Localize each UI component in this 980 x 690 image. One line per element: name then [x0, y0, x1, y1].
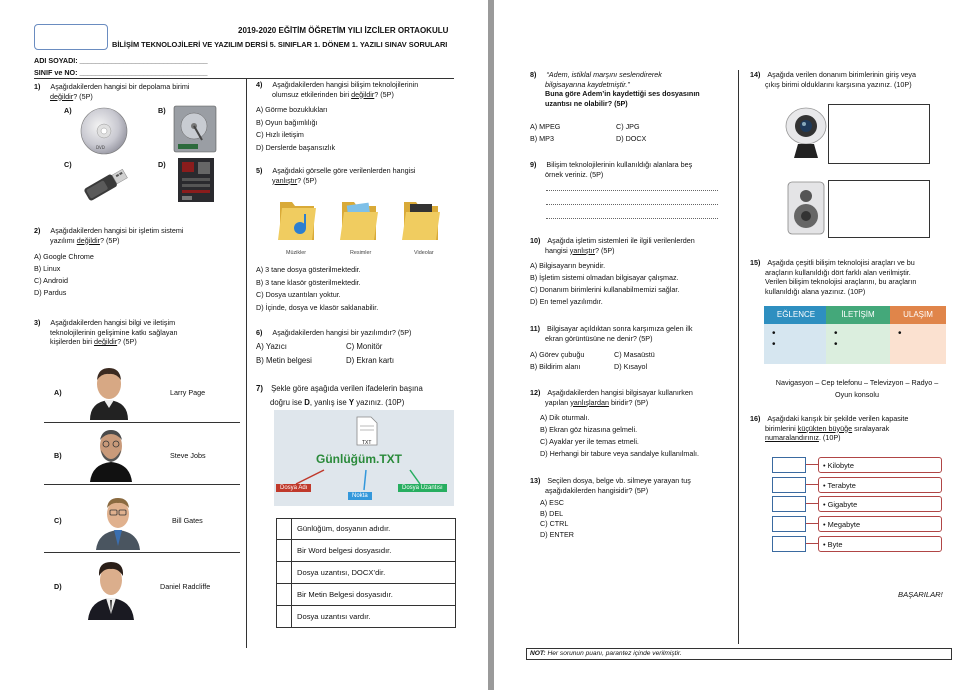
q5-option-c[interactable]: C) Dosya uzantıları yoktur.	[256, 290, 341, 299]
statement: Dosya uzantısı vardır.	[297, 612, 371, 621]
question-6: 6) Aşağıdakilerden hangisi bir yazılımdır? (5P)	[256, 328, 412, 337]
dvd-disc-image	[78, 106, 130, 156]
q11-option-d[interactable]: D) Kısayol	[614, 362, 648, 371]
question-3: 3) Aşağıdakilerden hangisi bilgi ve iletişim teknolojilerinin gelişimine katkı sağlayan kişilerden biri değildir? (5P)	[34, 318, 178, 346]
webcam-image	[782, 100, 830, 162]
exam-title: BİLİŞİM TEKNOLOJİLERİ VE YAZILIM DERSİ 5. SINIFLAR 1. DÖNEM 1. YAZILI SINAV SORULARI	[112, 40, 448, 49]
q12-option-a[interactable]: A) Dik oturmalı.	[540, 413, 590, 422]
statement: Günlüğüm, dosyanın adıdır.	[297, 524, 391, 533]
question-7: 7) Şekle göre aşağıda verilen ifadelerin başına doğru ise D, yanlış ise Y yazınız. (10P)	[256, 384, 423, 407]
question-4: 4) Aşağıdakilerden hangisi bilişim teknolojilerinin olumsuz etkilerinden biri değildir? (5P)	[256, 80, 419, 99]
unit-label: • Kilobyte	[818, 457, 942, 473]
tools-list-line2: Oyun konsolu	[835, 390, 879, 399]
q13-option-a[interactable]: A) ESC	[540, 498, 564, 507]
question-11: 11) Bilgisayar açıldıktan sonra karşımıza gelen ilk ekran görüntüsüne ne denir? (5P)	[530, 324, 693, 343]
q1-option-c[interactable]: C)	[64, 160, 72, 169]
q6-option-a[interactable]: A) Yazıcı	[256, 342, 287, 351]
person-name: Bill Gates	[172, 516, 203, 525]
label-dosya-adi: Dosya Adı	[276, 484, 311, 492]
label-nokta: Nokta	[348, 492, 372, 500]
q4-options	[256, 104, 335, 154]
column-divider	[246, 78, 247, 648]
q2-option-c[interactable]: C) Android	[34, 276, 68, 286]
person-letter[interactable]: C)	[54, 516, 62, 525]
q4-option-c[interactable]: C) Hızlı iletişim	[256, 130, 304, 139]
unit-label: • Megabyte	[818, 516, 942, 532]
pictures-folder-icon	[338, 194, 380, 244]
class-line[interactable]: SINIF ve NO: ________________________________	[34, 68, 208, 77]
unit-label: • Gigabyte	[818, 496, 942, 512]
unit-label: • Terabyte	[818, 477, 942, 493]
answer-cell[interactable]	[277, 540, 292, 561]
q10-option-c[interactable]: C) Donanım birimlerini kullanabilmemizi sağlar.	[530, 285, 680, 294]
answer-line[interactable]	[546, 204, 718, 205]
q13-option-b[interactable]: B) DEL	[540, 508, 564, 518]
question-16: 16) Aşağıdaki karışık bir şekilde verilen kapasite birimlerini küçükten büyüğe sıralayarak numaralandırınız. (10P)	[750, 414, 909, 442]
q12-option-b[interactable]: B) Ekran göz hizasına gelmeli.	[540, 425, 638, 434]
q10-options	[530, 260, 679, 308]
file-diagram	[274, 410, 454, 506]
answer-line[interactable]	[546, 190, 718, 191]
svg-text:DVD: DVD	[96, 145, 105, 150]
folder-label-videos: Videolar	[414, 250, 434, 256]
larry-page-photo	[80, 360, 138, 420]
order-box[interactable]	[772, 496, 806, 512]
answer-cell[interactable]	[277, 584, 292, 605]
q13-options	[540, 498, 574, 540]
q5-option-a[interactable]: A) 3 tane dosya gösterilmektedir.	[256, 265, 361, 274]
person-letter[interactable]: A)	[54, 388, 62, 397]
q1-option-b[interactable]: B)	[158, 106, 166, 115]
question-12: 12) Aşağıdakilerden hangisi bilgisayar kullanırken yapılan yanlışlardan biridir? (5P)	[530, 388, 693, 407]
person-name: Daniel Radcliffe	[160, 582, 211, 591]
school-title: 2019-2020 EĞİTİM ÖĞRETİM YILI İZCİLER ORTAOKULU	[238, 26, 449, 35]
table-row	[276, 518, 456, 540]
statement: Bir Word belgesi dosyasıdır.	[297, 546, 392, 555]
steve-jobs-photo	[84, 424, 138, 482]
q4-option-b[interactable]: B) Oyun bağımlılığı	[256, 117, 318, 127]
q6-option-c[interactable]: C) Monitör	[346, 342, 383, 351]
order-box[interactable]	[772, 477, 806, 493]
webcam-answer-box[interactable]	[828, 104, 930, 164]
q4-option-a[interactable]: A) Görme bozuklukları	[256, 105, 328, 114]
name-box	[34, 24, 108, 50]
folder-label-music: Müzikler	[286, 250, 307, 256]
q6-option-b[interactable]: B) Metin belgesi	[256, 356, 312, 365]
q2-option-a[interactable]: A) Google Chrome	[34, 252, 94, 261]
success-message: BAŞARILAR!	[898, 590, 943, 599]
category-eglence-header: EĞLENCE	[764, 306, 828, 324]
category-iletisim-body[interactable]: • •	[826, 324, 890, 364]
order-box[interactable]	[772, 516, 806, 532]
question-15: 15) Aşağıda çeşitli bilişim teknolojisi araçları ve bu araçların kullanıldığı dört farklı alan verilmiştir. Verilen bilişim teknolojisi araçlarını, bu araçların kullanıldığı alana yazınız. (10P)	[750, 258, 917, 296]
q8-option-b[interactable]: B) MP3	[530, 134, 554, 143]
question-9: 9) Bilişim teknolojilerinin kullanıldığı alanlara beş örnek veriniz. (5P)	[530, 160, 693, 179]
tools-list-line1: Navigasyon – Cep telefonu – Televizyon – Radyo –	[775, 378, 939, 387]
statement: Bir Metin Belgesi dosyasıdır.	[297, 590, 393, 599]
q10-option-b[interactable]: B) İşletim sistemi olmadan bilgisayar çalışmaz.	[530, 273, 679, 282]
order-box[interactable]	[772, 536, 806, 552]
table-row	[276, 562, 456, 584]
q11-option-c[interactable]: C) Masaüstü	[614, 350, 655, 359]
question-5: 5) Aşağıdaki görselle göre verilenlerden hangisi yanlıştır? (5P)	[256, 166, 416, 185]
category-ulasim-header: ULAŞIM	[890, 306, 946, 324]
question-13: 13) Seçilen dosya, belge vb. silmeye yarayan tuş aşağıdakilerden hangisidir? (5P)	[530, 476, 691, 495]
left-page	[0, 0, 488, 690]
music-folder-icon	[276, 194, 318, 244]
question-14: 14) Aşağıda verilen donanım birimlerinin giriş veya çıkış birimi olduklarını karşısına yazınız. (10P)	[750, 70, 917, 89]
q1-option-a[interactable]: A)	[64, 106, 72, 115]
question-2: 2) Aşağıdakilerden hangisi bir işletim sistemi yazılımı değildir? (5P)	[34, 226, 184, 245]
category-ulasim[interactable]	[890, 306, 946, 364]
daniel-radcliffe-photo	[84, 554, 138, 620]
category-iletisim-header: İLETİŞİM	[826, 306, 890, 324]
q10-option-a[interactable]: A) Bilgisayarın beynidir.	[530, 261, 606, 270]
right-column-divider	[738, 70, 739, 644]
q2-option-b[interactable]: B) Linux	[34, 264, 61, 274]
bill-gates-photo	[94, 490, 142, 550]
speaker-image	[786, 180, 826, 236]
category-eglence[interactable]	[764, 306, 828, 364]
filename-label: Günlüğüm.TXT	[316, 452, 402, 466]
q2-option-d[interactable]: D) Pardus	[34, 288, 67, 298]
q10-option-d[interactable]: D) En temel yazılımdır.	[530, 297, 603, 306]
person-name: Larry Page	[170, 388, 206, 397]
q2-options	[34, 252, 94, 298]
q8-option-c[interactable]: C) JPG	[616, 122, 640, 131]
person-letter[interactable]: D)	[54, 582, 62, 591]
q5-option-d[interactable]: D) İçinde, dosya ve klasör saklanabilir.	[256, 302, 379, 312]
table-row	[276, 606, 456, 628]
q13-option-d[interactable]: D) ENTER	[540, 529, 574, 539]
q12-options	[540, 412, 699, 460]
folder-label-pictures: Resimler	[350, 250, 372, 256]
q6-option-d[interactable]: D) Ekran kartı	[346, 356, 395, 365]
answer-line[interactable]	[546, 218, 718, 219]
q13-option-c[interactable]: C) CTRL	[540, 519, 569, 529]
q11-option-b[interactable]: B) Bildirim alanı	[530, 362, 581, 371]
person-letter[interactable]: B)	[54, 451, 62, 460]
unit-label: • Byte	[818, 536, 942, 552]
motherboard-image	[176, 156, 216, 204]
category-eglence-body[interactable]: • •	[764, 324, 828, 364]
label-dosya-uzantisi: Dosya Uzantısı	[398, 484, 447, 492]
name-line[interactable]: ADI SOYADI: ________________________________	[34, 56, 208, 65]
header-divider	[34, 78, 454, 79]
footer-note: NOT: Her sorunun puanı, parantez içinde verilmiştir.	[526, 648, 952, 660]
question-8: 8) “Adem, istiklal marşını seslendirerek bilgisayarına kaydetmiştir.” Buna göre Adem’in kaydettiği ses dosyasının uzantısı ne olabilir? (5P)	[530, 70, 700, 108]
question-10: 10) Aşağıda işletim sistemleri ile ilgili verilenlerden hangisi yanlıştır? (5P)	[530, 236, 695, 255]
category-ulasim-body[interactable]: •	[890, 324, 946, 364]
file-tag: TXT	[362, 440, 372, 446]
usb-flash-image	[76, 160, 134, 210]
hard-disk-image	[172, 104, 218, 154]
speaker-answer-box[interactable]	[828, 180, 930, 238]
category-iletisim[interactable]	[826, 306, 890, 364]
person-name: Steve Jobs	[170, 451, 206, 460]
question-1: 1) Aşağıdakilerden hangisi bir depolama birimi değildir? (5P)	[34, 82, 190, 101]
q12-option-d[interactable]: D) Herhangi bir tabure veya sandalye kullanılmalı.	[540, 449, 700, 458]
q8-option-a[interactable]: A) MPEG	[530, 122, 561, 131]
answer-cell[interactable]	[277, 562, 292, 583]
statement: Dosya uzantısı, DOCX’dir.	[297, 568, 386, 577]
table-row	[276, 540, 456, 562]
q4-option-d[interactable]: D) Derslerde başarısızlık	[256, 142, 336, 152]
q1-option-d[interactable]: D)	[158, 160, 166, 169]
q11-option-a[interactable]: A) Görev çubuğu	[530, 350, 585, 359]
videos-folder-icon	[400, 194, 442, 244]
answer-cell[interactable]	[277, 606, 292, 627]
q5-options	[256, 264, 378, 314]
answer-cell[interactable]	[277, 518, 292, 539]
order-box[interactable]	[772, 457, 806, 473]
table-row	[276, 584, 456, 606]
q12-option-c[interactable]: C) Ayaklar yer ile temas etmeli.	[540, 437, 639, 446]
q8-option-d[interactable]: D) DOCX	[616, 134, 647, 143]
q5-option-b[interactable]: B) 3 tane klasör gösterilmektedir.	[256, 277, 361, 287]
